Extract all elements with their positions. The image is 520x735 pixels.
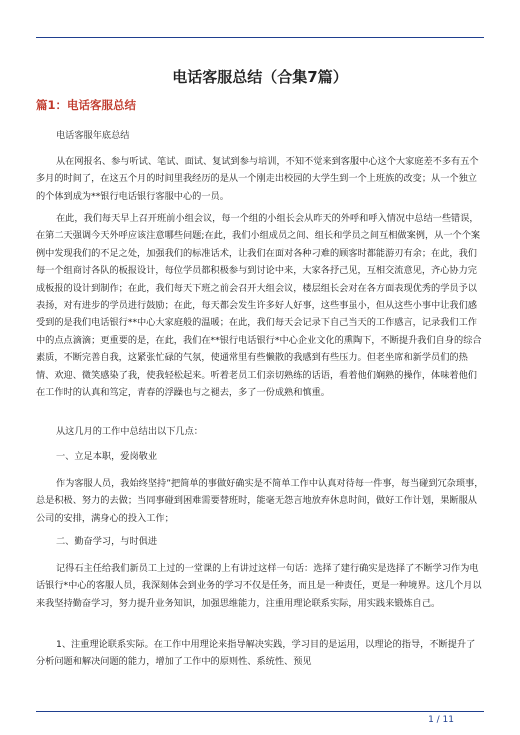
paragraph-3: 从这几月的工作中总结出以下几点： <box>56 426 203 437</box>
paragraph-8: 1、注重理论联系实际。在工作中用理论来指导解决实践，学习目的是运用，以理论的指导，不断提升了分析问题和解决问题的能力，增加了工作中的原则性、系统性、预见 <box>36 639 476 668</box>
paragraph-1: 从在网报名、参与听试、笔试、面试、复试到参与培训，不知不觉来到客服中心这个大家庭差不多有五个多月的时间了，在这五个月的时间里我经历的是从一个刚走出校园的大学生到一个上班族的改变；从一个独立的个体到成为**银行电话银行客服中心的一员。 <box>36 156 479 202</box>
paragraph-7: 记得石主任给我们新员工上过的一堂课的上有讲过这样一句话：选择了建行确实是选择了不断学习作为电话银行*中心的客服人员，我深刻体会到业务的学习不仅是任务，而且是一种责任，更是一种境界。这几个月以来我坚持勤奋学习，努力提升业务知识，加强思维能力，注重用理论联系实际，用实践来锻炼自己。 <box>36 563 482 609</box>
paragraph-5: 作为客服人员，我始终坚持”把简单的事做好确实是不简单工作中认真对待每一件事，每当碰到冗杂琐事，总是积极、努力的去做；当同事碰到困难需要替班时，能毫无怨言地放弃休息时间，做好工作计划，果断服从公司的安排，满身心的投入工作； <box>36 478 484 524</box>
paragraph-6-heading: 二、勤奋学习，与时俱进 <box>56 536 158 547</box>
document-title: 电话客服总结（合集7篇） <box>172 68 348 86</box>
paragraph-2: 在此，我们每天早上召开班前小组会议，每一个组的小组长会从昨天的外呼和呼入情况中总结一些错误，在第二天强调今天外呼应该注意哪些问题;在此，我们小组成员之间、组长和学员之间互相做案例，从一个个案例中发现我们的不足之处，加强我们的标准话术，让我们在面对各种刁难的顾客时都能游刃有余；在此，我们每一个组商讨各队的板报设计，每位学员都积极参与到讨论中来，大家各抒己见，互相交流意见，齐心协力完成板报的设计到制作；在此，我们每天下班之前会召开大组会议，楼层组长会对在各方面表现优秀的学员予以表扬，对有进步的学员进行鼓励；在此，每天都会发生许多好人好事，这些事虽小，但从这些小事中让我们感受到的是我们电话银行**中心大家庭般的温暖；在此，我们每天会记录下自己当天的工作感言，记录我们工作中的点点滴滴；更重要的是，在此，我们在**银行电话银行*中心企业文化的熏陶下，不断提升我们自身的综合素质，不断完善自我，这紧张忙碌的气氛，使通常里有些懒散的我感到有些压力。但老坐席和新学员们的热情、欢迎、微笑感染了我，使我轻松起来。听着老员工们亲切熟练的话语，看着他们娴熟的操作，体味着他们在工作时的认真和笃定，青春的浮躁也与之褪去，多了一份成熟和慎重。 <box>36 213 482 399</box>
page-number: 1 / 11 <box>428 715 454 725</box>
paragraph-4-heading: 一、立足本职，爱岗敬业 <box>56 451 158 462</box>
header-rule <box>36 37 484 38</box>
document-subtitle: 电话客服年底总结 <box>56 130 130 141</box>
section-heading: 篇1：电话客服总结 <box>36 98 137 112</box>
footer-rule <box>36 711 484 712</box>
